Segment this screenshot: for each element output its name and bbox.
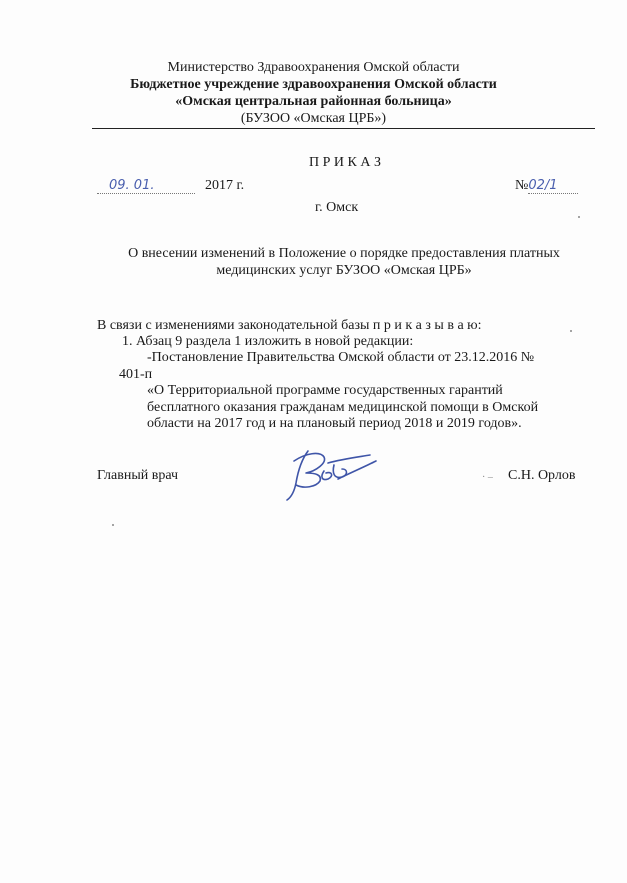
signature-mark: · –: [482, 472, 493, 483]
handwritten-date: 09. 01.: [97, 178, 195, 194]
signatory-position: Главный врач: [97, 468, 179, 483]
hospital-name: «Омская центральная районная больница»: [175, 94, 452, 109]
quote-line-2: бесплатного оказания гражданам медицинской помощи в Омской: [147, 400, 539, 415]
subject-line-2: медицинских услуг БУЗОО «Омская ЦРБ»: [216, 263, 472, 278]
intro-text: В связи с изменениями законодательной базы п р и к а з ы в а ю:: [97, 318, 482, 333]
item-1: 1. Абзац 9 раздела 1 изложить в новой редакции:: [122, 334, 414, 349]
decree-line-1: -Постановление Правительства Омской области от 23.12.2016 №: [147, 350, 535, 365]
header-divider: [92, 128, 595, 129]
signatory-name: С.Н. Орлов: [508, 468, 576, 483]
order-city: г. Омск: [315, 200, 359, 215]
order-year: 2017 г.: [205, 178, 245, 193]
quote-line-1: «О Территориальной программе государственных гарантий: [147, 383, 503, 398]
decree-line-2: 401-п: [119, 367, 153, 382]
scan-speck: [112, 524, 114, 526]
handwritten-signature: [272, 443, 382, 503]
number-prefix: №: [515, 178, 529, 193]
hospital-abbreviation: (БУЗОО «Омская ЦРБ»): [240, 111, 387, 126]
order-title: П Р И К А З: [309, 155, 381, 170]
subject-line-1: О внесении изменений в Положение о порядке предоставления платных: [128, 246, 560, 261]
order-number: [515, 178, 578, 194]
scan-speck: [578, 216, 580, 218]
institution-name: Бюджетное учреждение здравоохранения Омской области: [130, 77, 497, 92]
scan-speck: [570, 330, 572, 332]
quote-line-3: области на 2017 год и на плановый период 2018 и 2019 годов».: [147, 416, 522, 431]
ministry-name: Министерство Здравоохранения Омской области: [167, 60, 460, 75]
order-date: [97, 176, 244, 194]
handwritten-number: 02/1: [528, 178, 578, 194]
